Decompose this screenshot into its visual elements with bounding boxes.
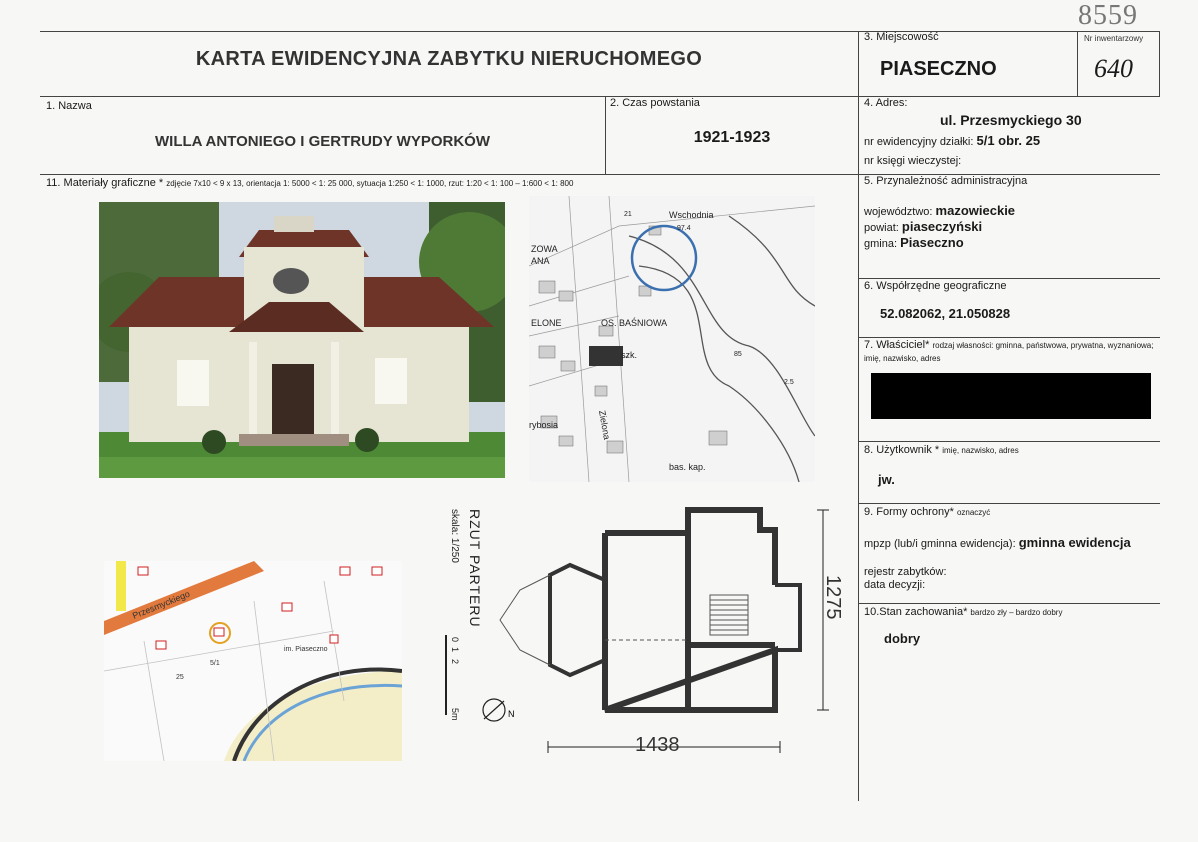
graphics-row <box>46 177 573 189</box>
owner-redacted <box>871 373 1151 419</box>
stamp-number: 8559 <box>1078 0 1138 31</box>
rule <box>858 441 1160 442</box>
owner-note: rodzaj własności: gminna, państwowa, prywatna, wyznaniowa; imię, nazwisko, adres <box>864 341 1154 363</box>
period-value: 1921-1923 <box>693 129 771 146</box>
rule <box>40 96 1160 97</box>
rule <box>858 603 1160 604</box>
villa-photo <box>99 202 505 478</box>
condition-row <box>864 606 1062 618</box>
user-row <box>864 444 1019 456</box>
map-label: 97.4 <box>677 225 691 232</box>
protection-row <box>864 506 990 518</box>
site-plan <box>104 561 402 761</box>
map-label: OS. BAŚNIOWA <box>601 318 668 328</box>
graphics-label: 11. Materiały graficzne * <box>46 177 164 189</box>
owner-row <box>864 339 1156 365</box>
floor-plan-scale: skala: 1/250 <box>449 509 460 563</box>
mpzp-row <box>864 535 1131 550</box>
map-label: 85 <box>734 351 742 358</box>
parcel-label: nr ewidencyjny działki: <box>864 136 974 148</box>
floor-plan <box>430 505 850 763</box>
rule <box>40 31 1160 32</box>
map-label: bas. kap. <box>669 462 706 472</box>
rule <box>858 503 1160 504</box>
name-value: WILLA ANTONIEGO I GERTRUDY WYPORKÓW <box>155 133 490 150</box>
locality-label: 3. Miejscowość <box>864 31 939 43</box>
voivodeship-label: województwo: <box>864 206 933 218</box>
user-value: jw. <box>878 472 895 487</box>
mpzp-label: mpzp (lub/i gminna ewidencja): <box>864 538 1016 550</box>
name-label: 1. Nazwa <box>46 100 92 112</box>
inventory-label: Nr inwentarzowy <box>1084 34 1144 43</box>
width-dimension: 1438 <box>635 734 680 756</box>
voivodeship-row <box>864 203 1015 218</box>
coords-value: 52.082062, 21.050828 <box>880 306 1011 321</box>
admin-label: 5. Przynależność administracyjna <box>864 175 1028 187</box>
rule <box>1159 31 1160 96</box>
scale-tick: 0 <box>450 637 460 643</box>
heritage-register-label: rejestr zabytków: <box>864 566 947 578</box>
address-label: 4. Adres: <box>864 97 908 109</box>
map-label: rybosia <box>529 420 559 430</box>
user-label: 8. Użytkownik * <box>864 444 940 456</box>
site-label: im. Piaseczno <box>284 646 328 653</box>
coords-label: 6. Współrzędne geograficzne <box>864 280 1007 292</box>
parcel-row <box>864 133 1040 148</box>
county-value: piaseczyński <box>901 219 983 234</box>
voivodeship-value: mazowieckie <box>935 203 1016 218</box>
page-title: KARTA EWIDENCYJNA ZABYTKU NIERUCHOMEGO <box>195 48 703 70</box>
protection-label: 9. Formy ochrony* <box>864 506 954 518</box>
scale-tick: 1 <box>450 647 460 653</box>
scale-tick: 5m <box>450 708 460 721</box>
north-arrow: N <box>508 709 515 719</box>
mpzp-value: gminna ewidencja <box>1018 535 1131 550</box>
map-label: ELONE <box>531 318 562 328</box>
county-row <box>864 219 982 234</box>
map-label: Zielona <box>597 409 613 441</box>
inventory-value: 640 <box>1094 54 1133 83</box>
map-label: 2.5 <box>784 379 794 386</box>
rule <box>1077 31 1078 96</box>
floor-plan-title: RZUT PARTERU <box>467 509 483 628</box>
orientation-map <box>529 196 815 482</box>
period-label: 2. Czas powstania <box>610 97 700 109</box>
site-label: 5/1 <box>210 660 220 667</box>
protection-note: oznaczyć <box>956 508 991 517</box>
decision-date-label: data decyzji: <box>864 579 926 591</box>
condition-note: bardzo zły – bardzo dobry <box>970 608 1063 617</box>
parcel-value: 5/1 obr. 25 <box>976 133 1041 148</box>
user-note: imię, nazwisko, adres <box>942 446 1019 455</box>
site-label: 25 <box>176 674 184 681</box>
owner-label: 7. Właściciel* <box>864 339 930 351</box>
map-label: szk. <box>621 350 638 360</box>
map-label: Wschodnia <box>669 210 714 220</box>
commune-row <box>864 235 964 250</box>
map-label: 21 <box>624 211 632 218</box>
rule <box>858 31 859 801</box>
locality-value: PIASECZNO <box>880 58 997 80</box>
map-label: ANA <box>531 256 550 266</box>
height-dimension: 1275 <box>822 575 844 620</box>
rule <box>858 278 1160 279</box>
map-label: ZOWA <box>531 244 558 254</box>
address-street: ul. Przesmyckiego 30 <box>940 112 1082 128</box>
scale-tick: 2 <box>450 659 460 665</box>
county-label: powiat: <box>864 222 899 234</box>
land-register-label: nr księgi wieczystej: <box>864 155 962 167</box>
condition-value: dobry <box>884 631 921 646</box>
rule <box>858 337 1160 338</box>
commune-label: gmina: <box>864 238 898 250</box>
graphics-note: zdjęcie 7x10 < 9 x 13, orientacja 1: 5000 < 1: 25 000, sytuacja 1:250 < 1: 1000, rzut: 1:20 < 1: 100 – 1:600 < 1: 800 <box>166 179 574 188</box>
commune-value: Piaseczno <box>900 235 964 250</box>
condition-label: 10.Stan zachowania* <box>864 606 968 618</box>
site-label: Przesmyckiego <box>131 588 192 621</box>
